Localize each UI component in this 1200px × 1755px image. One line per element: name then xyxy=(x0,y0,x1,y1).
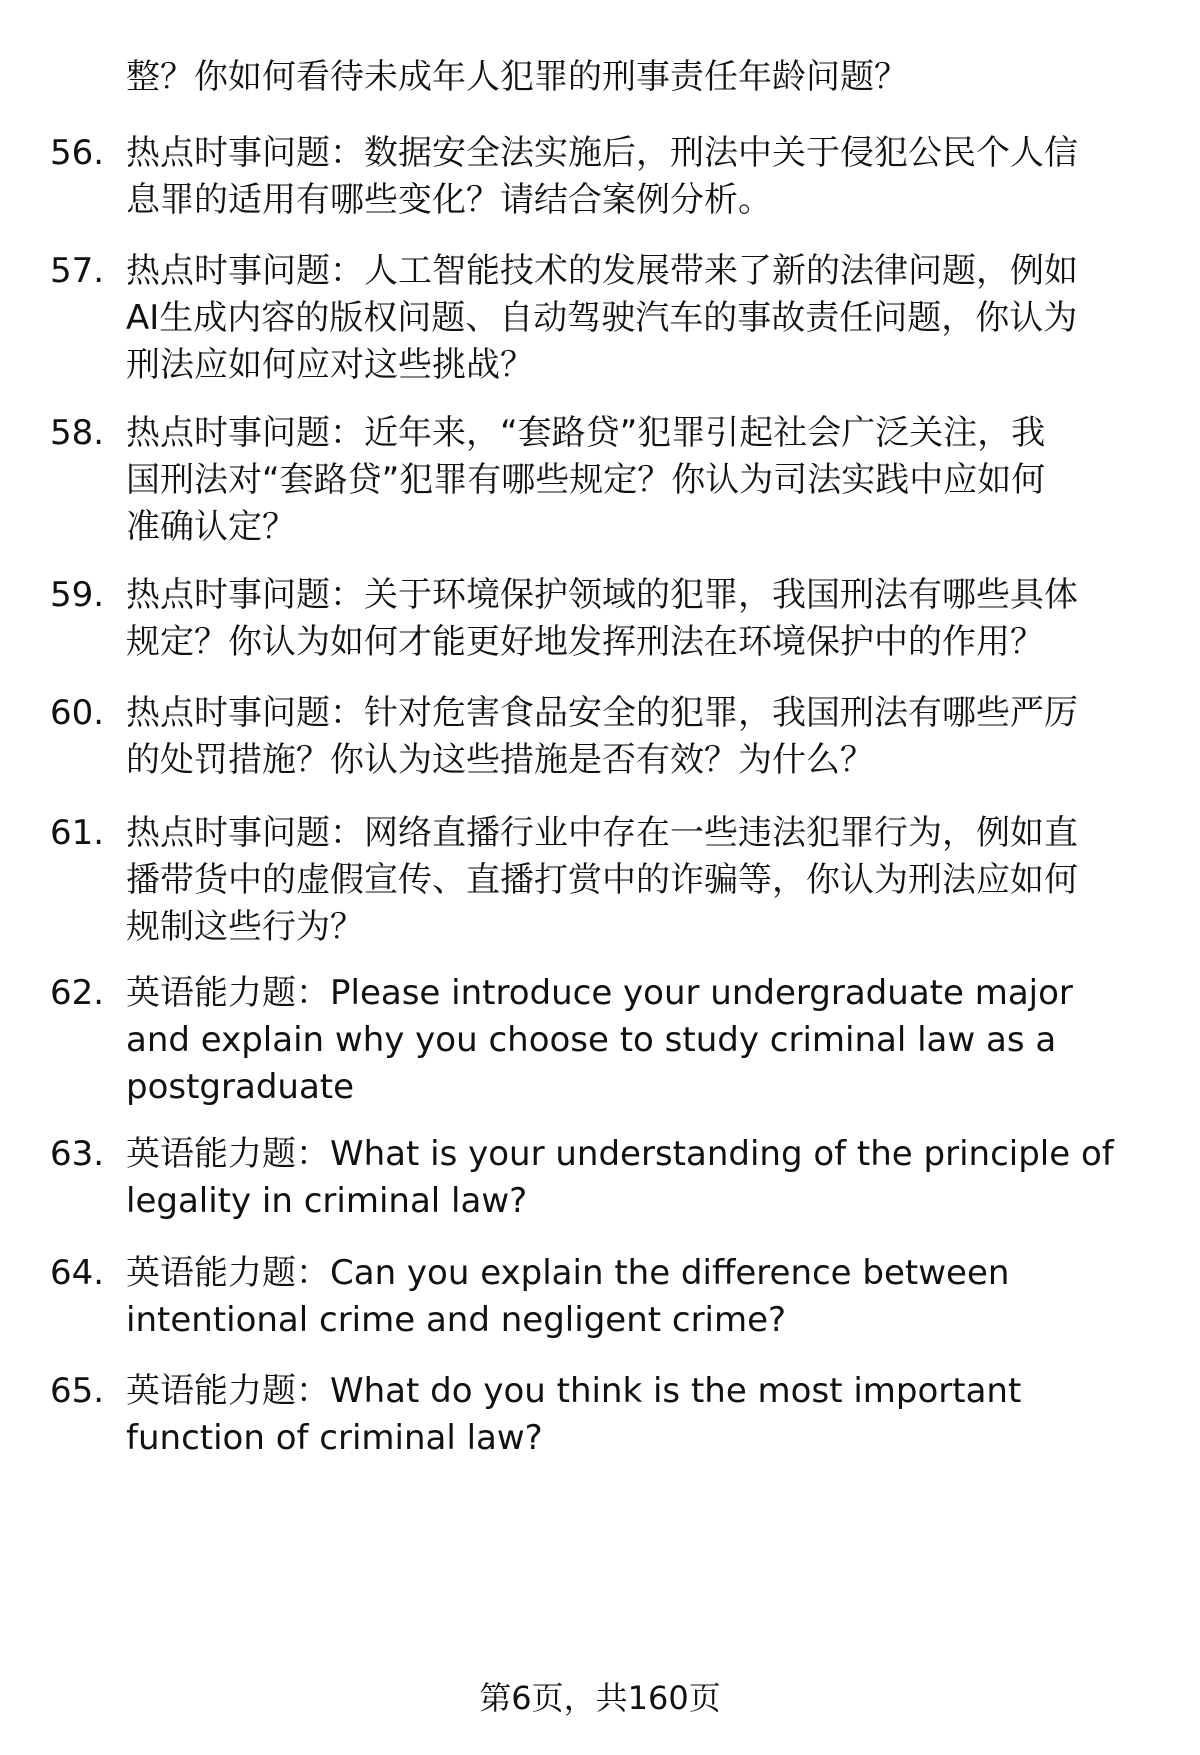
question-text: 热点时事问题：人工智能技术的发展带来了新的法律问题，例如 AI生成内容的版权问题、自动驾驶汽车的事故责任问题，你认为 刑法应如何应对这些挑战？ xyxy=(126,251,1078,385)
list-item xyxy=(50,54,1150,101)
list-item xyxy=(50,1131,1150,1225)
question-text: 热点时事问题：网络直播行业中存在一些违法犯罪行为，例如直 播带货中的虚假宣传、直播打赏中的诈骗等，你认为刑法应如何 规制这些行为？ xyxy=(126,813,1078,947)
question-number: 57. xyxy=(50,251,105,291)
list-item xyxy=(50,130,1150,224)
question-number: 65. xyxy=(50,1371,105,1411)
question-text: 整？你如何看待未成年人犯罪的刑事责任年龄问题？ xyxy=(126,57,908,97)
page-number: 第6页，共160页 xyxy=(479,1679,721,1717)
list-item xyxy=(50,1250,1150,1344)
list-item xyxy=(50,248,1150,389)
question-number: 62. xyxy=(50,973,105,1013)
list-item xyxy=(50,572,1150,666)
question-text: 热点时事问题：关于环境保护领域的犯罪，我国刑法有哪些具体 规定？你认为如何才能更好地发挥刑法在环境保护中的作用？ xyxy=(126,575,1078,662)
question-number: 61. xyxy=(50,813,105,853)
question-text: 英语能力题：What do you think is the most important function of criminal law? xyxy=(126,1371,1022,1458)
question-number: 58. xyxy=(50,413,105,453)
question-text: 英语能力题：Can you explain the difference between intentional crime and negligent crime? xyxy=(126,1253,1010,1340)
question-text: 英语能力题：What is your understanding of the principle of legality in criminal law? xyxy=(126,1134,1114,1221)
list-item xyxy=(50,1368,1150,1462)
question-text: 热点时事问题：针对危害食品安全的犯罪，我国刑法有哪些严厉 的处罚措施？你认为这些措施是否有效？为什么？ xyxy=(126,693,1078,780)
question-number: 59. xyxy=(50,575,105,615)
question-number: 60. xyxy=(50,693,105,733)
list-item xyxy=(50,810,1150,951)
question-number: 56. xyxy=(50,133,105,173)
list-item xyxy=(50,410,1150,551)
question-text: 英语能力题：Please introduce your undergraduate major and explain why you choose to study criminal law as a postgraduate xyxy=(126,973,1073,1107)
question-text: 热点时事问题：数据安全法实施后，刑法中关于侵犯公民个人信 息罪的适用有哪些变化？请结合案例分析。 xyxy=(126,133,1078,220)
question-number: 63. xyxy=(50,1134,105,1174)
question-text: 热点时事问题：近年来，“套路贷”犯罪引起社会广泛关注，我 国刑法对“套路贷”犯罪有哪些规定？你认为司法实践中应如何 准确认定？ xyxy=(126,413,1046,547)
list-item xyxy=(50,970,1150,1111)
list-item xyxy=(50,690,1150,784)
question-number: 64. xyxy=(50,1253,105,1293)
